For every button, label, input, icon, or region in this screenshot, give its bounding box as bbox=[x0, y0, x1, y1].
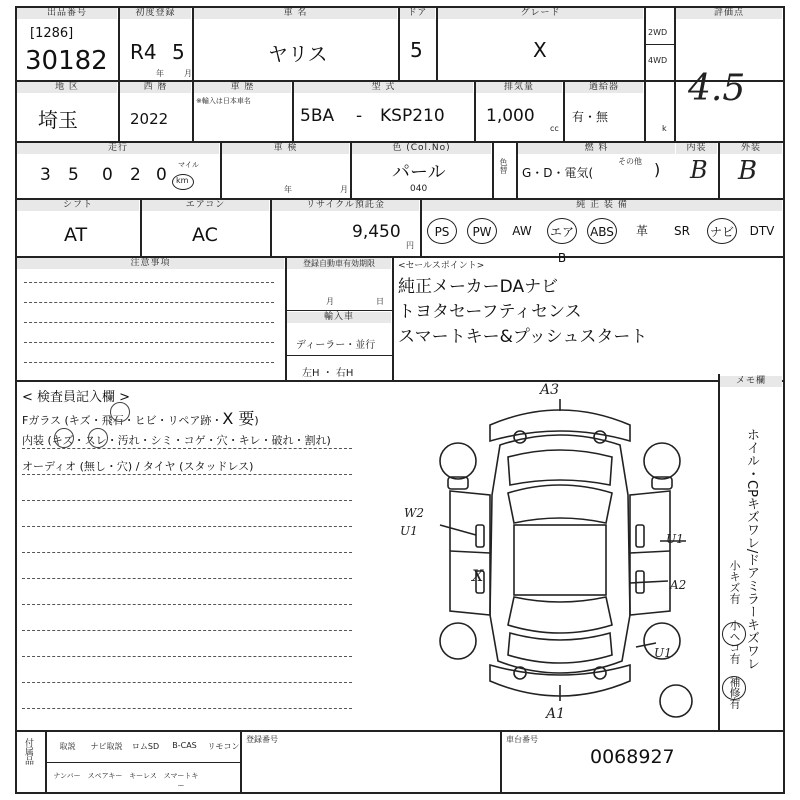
mark-left-2: U1 bbox=[400, 524, 418, 538]
cc-unit: cc bbox=[550, 124, 559, 133]
fglass-close: ) bbox=[254, 414, 259, 427]
mileage-digit: 2 bbox=[130, 165, 141, 185]
color-value: パール bbox=[392, 162, 446, 183]
memo-small-1: 小キズ有 bbox=[728, 560, 741, 604]
grade-label: グレード bbox=[438, 8, 643, 19]
equipment-item: SR bbox=[674, 224, 690, 238]
eval-label: 評価点 bbox=[676, 8, 782, 19]
exterior-label: 外装 bbox=[720, 143, 782, 154]
sales-point: スマートキー&プッシュスタート bbox=[398, 327, 648, 347]
mile-unit: マイル bbox=[178, 161, 199, 169]
month-unit: 月 bbox=[184, 69, 192, 78]
memo-text: ホイル・CPキズワレ/ドアミラーキズワレ bbox=[744, 428, 759, 671]
car-diagram bbox=[420, 385, 700, 725]
accessory-item: スマートキー bbox=[163, 772, 199, 790]
equipment-item: PW bbox=[467, 218, 497, 244]
model-label: 型 式 bbox=[294, 82, 473, 93]
doors-label: ドア bbox=[400, 8, 435, 19]
year-unit: 年 bbox=[156, 69, 164, 78]
yen-unit: 円 bbox=[406, 241, 414, 250]
equipment-item: DTV bbox=[749, 224, 775, 238]
score-value: 4.5 bbox=[688, 68, 746, 109]
mark-left-3: X bbox=[472, 566, 484, 585]
accessory-item: B-CAS bbox=[172, 741, 197, 750]
fuel-other: その他 bbox=[618, 157, 642, 166]
ac-value: AC bbox=[192, 224, 218, 246]
lot-number: 30182 bbox=[25, 46, 108, 76]
equipment-item: PS bbox=[427, 218, 457, 244]
reg-month: 5 bbox=[172, 40, 185, 64]
fglass-mark: X 要 bbox=[222, 409, 255, 428]
equipment-item: 革 bbox=[635, 224, 648, 238]
mark-top: A3 bbox=[540, 382, 560, 398]
region-label: 地 区 bbox=[17, 82, 117, 93]
exterior-grade: B bbox=[738, 156, 758, 186]
interior-circle-1 bbox=[54, 428, 74, 448]
mileage-digit: 0 bbox=[102, 165, 113, 185]
mark-bottom: A1 bbox=[546, 706, 566, 722]
inspector-title: < 検査員記入欄 > bbox=[22, 390, 131, 405]
vehicle-history-label: 車 歴 bbox=[194, 82, 291, 93]
drive-4wd: 4WD bbox=[648, 56, 668, 65]
recycle-value: 9,450 bbox=[352, 222, 401, 242]
equipment-item: ナビ bbox=[707, 218, 737, 244]
car-body bbox=[490, 435, 630, 673]
car-name: ヤリス bbox=[268, 42, 328, 66]
drive-2wd: 2WD bbox=[648, 28, 668, 37]
mark-left-1: W2 bbox=[404, 506, 424, 520]
mileage-digit: 0 bbox=[156, 165, 167, 185]
turbo-label: 過給器 bbox=[565, 82, 643, 93]
mark-right-1: U1 bbox=[666, 532, 684, 546]
fglass-circle bbox=[110, 402, 130, 422]
era-year: R4 bbox=[130, 40, 157, 64]
fuel-value: G・D・電気( bbox=[522, 166, 594, 180]
reg-expiry-label: 登録自動車有効期限 bbox=[287, 258, 391, 269]
doors-value: 5 bbox=[410, 38, 423, 62]
insp-month-unit: 月 bbox=[340, 185, 348, 194]
wheel-fl bbox=[440, 443, 476, 479]
accessory-item: 取説 bbox=[59, 742, 76, 751]
reg-month-unit: 月 bbox=[326, 297, 334, 306]
lot-code: [1286] bbox=[30, 26, 74, 41]
region-value: 埼玉 bbox=[38, 108, 78, 132]
wheel-rl bbox=[440, 623, 476, 659]
shift-value: AT bbox=[64, 224, 88, 246]
sales-points-label: <セールスポイント> bbox=[398, 261, 485, 271]
listing-no-label: 出品番号 bbox=[17, 8, 117, 19]
turbo-value: 有・無 bbox=[572, 110, 609, 124]
fglass-line bbox=[22, 406, 259, 429]
grade-value: X bbox=[533, 38, 547, 62]
first-reg-label: 初度登録 bbox=[120, 8, 191, 19]
memo-label: メモ欄 bbox=[720, 376, 782, 387]
interior-grade: B bbox=[690, 156, 708, 184]
interior-circle-2 bbox=[88, 428, 108, 448]
interior-label: 内装 bbox=[676, 143, 717, 154]
recycle-label: リサイクル預託金 bbox=[272, 200, 419, 211]
accessory-item: リモコン bbox=[207, 742, 240, 751]
front-bumper bbox=[490, 410, 630, 441]
color-no: 040 bbox=[410, 184, 428, 194]
sales-point: トヨタセーフティセンス bbox=[398, 302, 582, 322]
import-note: ※輸入は日本車名 bbox=[196, 97, 251, 105]
memo-circle-1 bbox=[722, 622, 746, 646]
fglass-text: Fガラス (キズ・飛石・ヒビ・リペア跡・ bbox=[22, 414, 223, 427]
fuel-close: ) bbox=[654, 160, 661, 179]
mileage-digit: 5 bbox=[68, 165, 79, 185]
ac-label: エアコン bbox=[142, 200, 269, 211]
equipment-label: 純 正 装 備 bbox=[422, 200, 782, 211]
accessories-label: 付属品 bbox=[23, 738, 33, 765]
accessory-item: スペアキー bbox=[87, 772, 123, 780]
model-prefix: 5BA bbox=[300, 106, 335, 126]
import-label: 輸入車 bbox=[287, 312, 391, 323]
model-code: KSP210 bbox=[380, 106, 445, 126]
color-label: 色 (Col.No) bbox=[352, 143, 491, 154]
mileage-label: 走行 bbox=[17, 143, 219, 154]
plate-label: 登録番号 bbox=[246, 735, 278, 744]
equipment-item: エアB bbox=[547, 218, 577, 244]
equipment-item: ABS bbox=[587, 218, 617, 244]
accessory-item: ナンバー bbox=[53, 772, 81, 780]
mark-right-2: A2 bbox=[670, 578, 687, 592]
accessory-item: キーレス bbox=[129, 772, 157, 780]
k-unit: k bbox=[662, 124, 667, 133]
displacement-label: 排気量 bbox=[476, 82, 562, 93]
sales-point: 純正メーカーDAナビ bbox=[398, 277, 559, 297]
memo-circle-2 bbox=[722, 676, 746, 700]
mileage-digit: 3 bbox=[40, 165, 51, 185]
interior-line: 内装 (キズ・スレ・汚れ・シミ・コゲ・穴・キレ・破れ・割れ) bbox=[22, 434, 331, 447]
equipment-item: AW bbox=[512, 224, 532, 238]
reg-day-unit: 日 bbox=[376, 297, 384, 306]
color-change-label: 色替 bbox=[499, 158, 508, 174]
car-name-label: 車 名 bbox=[194, 8, 397, 19]
displacement-value: 1,000 bbox=[486, 106, 535, 126]
chassis-label: 車台番号 bbox=[506, 735, 538, 744]
km-unit: km bbox=[176, 176, 189, 185]
notes-label: 注意事項 bbox=[17, 258, 284, 269]
mark-right-3: U1 bbox=[654, 646, 672, 660]
wheel-fr bbox=[644, 443, 680, 479]
chassis-number: 0068927 bbox=[590, 746, 675, 768]
steering-option: 左H ・ 右H bbox=[302, 368, 354, 379]
dealer-option: ディーラー・並行 bbox=[296, 340, 376, 351]
year-label: 西 暦 bbox=[120, 82, 191, 93]
audio-line: オーディオ (無し・穴) / タイヤ (スタッドレス) bbox=[22, 460, 254, 473]
model-separator: - bbox=[356, 106, 363, 126]
fuel-label: 燃 料 bbox=[518, 143, 675, 154]
accessory-item: ナビ取説 bbox=[90, 742, 123, 751]
inspection-label: 車 検 bbox=[222, 143, 349, 154]
memo-small-2: 小ヘコ有 bbox=[728, 620, 741, 664]
insp-year-unit: 年 bbox=[284, 185, 292, 194]
accessory-item: ロムSD bbox=[131, 742, 160, 751]
shift-label: シフト bbox=[17, 200, 139, 211]
year-value: 2022 bbox=[130, 110, 169, 128]
memo-small-3: 補修有 bbox=[728, 676, 741, 709]
